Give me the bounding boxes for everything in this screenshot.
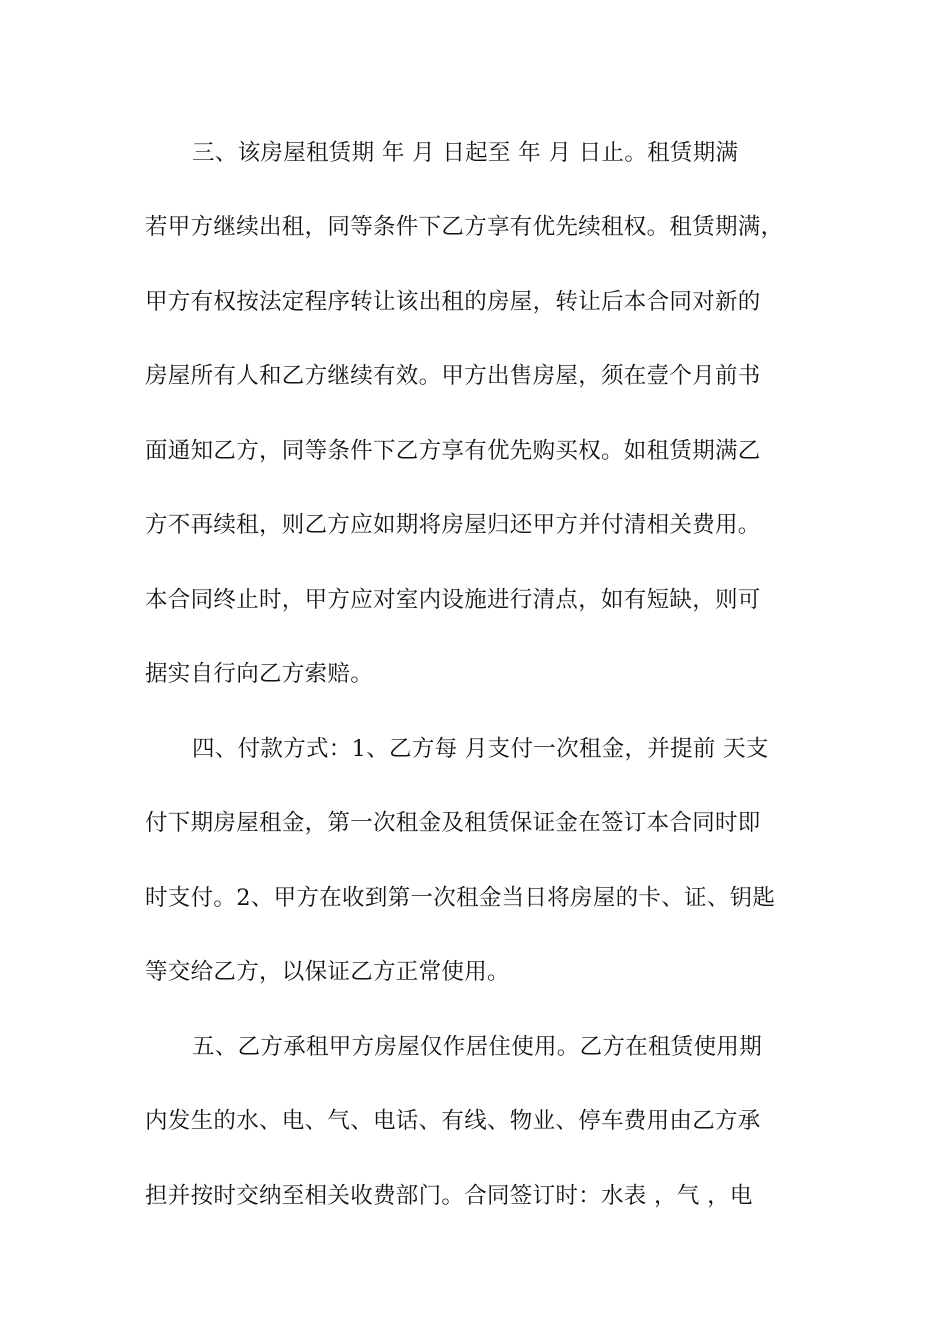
clause-4-line-3: 时支付。2、甲方在收到第一次租金当日将房屋的卡、证、钥匙: [145, 885, 776, 911]
clause-3-line-3: 甲方有权按法定程序转让该出租的房屋，转让后本合同对新的: [145, 289, 761, 315]
clause-4-line-1: 四、付款方式：1、乙方每 月支付一次租金，并提前 天支: [192, 736, 769, 762]
clause-4-line-4: 等交给乙方，以保证乙方正常使用。: [145, 959, 510, 985]
clause-3-line-2: 若甲方继续出租，同等条件下乙方享有优先续租权。租赁期满，: [145, 214, 784, 240]
clause-3-line-7: 本合同终止时，甲方应对室内设施进行清点，如有短缺，则可: [145, 587, 761, 613]
clause-5-line-1: 五、乙方承租甲方房屋仅作居住使用。乙方在租赁使用期: [192, 1034, 763, 1060]
clause-5-line-2: 内发生的水、电、气、电话、有线、物业、停车费用由乙方承: [145, 1108, 761, 1134]
clause-3-line-5: 面通知乙方，同等条件下乙方享有优先购买权。如租赁期满乙: [145, 438, 761, 464]
clause-4-line-2: 付下期房屋租金，第一次租金及租赁保证金在签订本合同时即: [145, 810, 761, 836]
clause-3-line-1: 三、该房屋租赁期 年 月 日起至 年 月 日止。租赁期满: [192, 140, 739, 166]
clause-3-line-4: 房屋所有人和乙方继续有效。甲方出售房屋，须在壹个月前书: [145, 363, 761, 389]
clause-3-line-6: 方不再续租，则乙方应如期将房屋归还甲方并付清相关费用。: [145, 512, 761, 538]
clause-5-line-3: 担并按时交纳至相关收费部门。合同签订时：水表 ，气 ，电: [145, 1183, 753, 1209]
clause-3-line-8: 据实自行向乙方索赔。: [145, 661, 374, 687]
